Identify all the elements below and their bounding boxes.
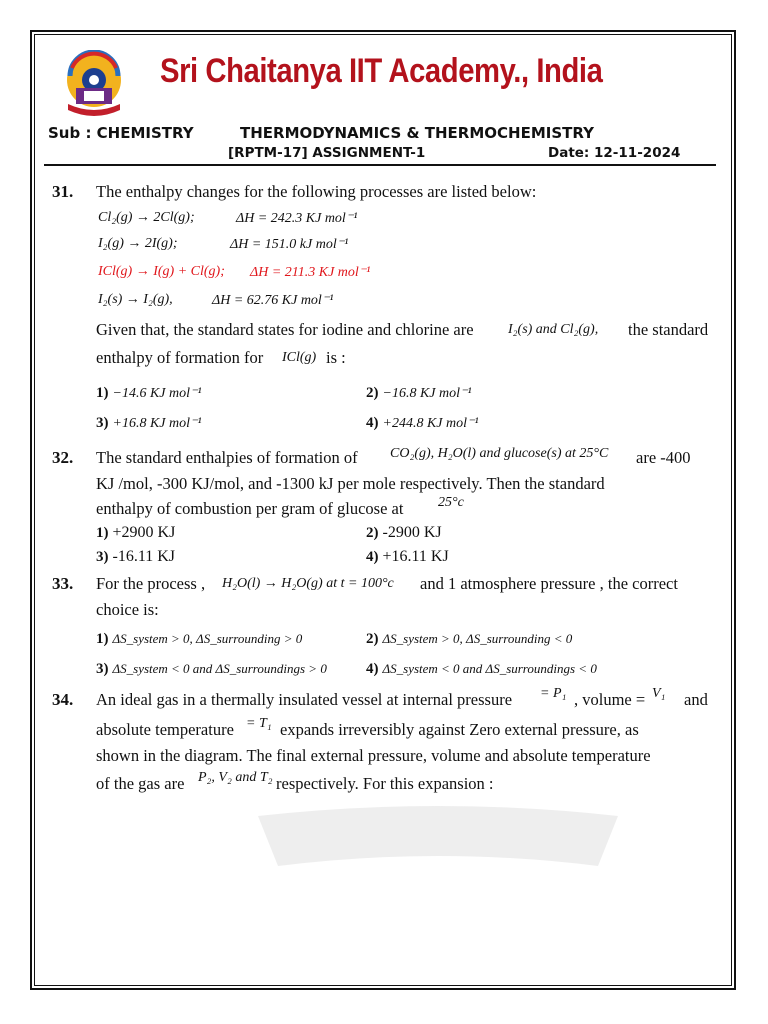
option-text: +16.8 KJ mol⁻¹ — [112, 416, 202, 431]
institute-title: Sri Chaitanya IIT Academy., India — [160, 52, 603, 90]
question-text: shown in the diagram. The final external pressure, volume and absolute temperature — [96, 746, 651, 765]
math-inline: H₂O(l) → H₂O(g) at t = 100°c — [222, 576, 394, 591]
math-inline: P₂, V₂ and T₂ — [198, 770, 273, 785]
option-3[interactable] — [96, 414, 202, 432]
option-number: 1) — [96, 631, 109, 647]
question-text: The standard enthalpies of formation of — [96, 448, 358, 467]
question-text: respectively. For this expansion : — [276, 774, 494, 793]
option-text: −14.6 KJ mol⁻¹ — [112, 386, 202, 401]
option-4[interactable] — [366, 414, 479, 432]
math-inline: ICl(g) — [282, 350, 317, 365]
reaction-enthalpy: ΔH = 62.76 KJ mol⁻¹ — [212, 293, 334, 308]
math-inline: = T₁ — [246, 716, 272, 731]
option-4[interactable] — [366, 660, 597, 678]
date-label: Date: 12-11-2024 — [548, 145, 681, 161]
option-number: 4) — [366, 415, 379, 431]
question-text: the standard — [628, 320, 709, 339]
option-number: 2) — [366, 525, 379, 541]
option-number: 3) — [96, 661, 109, 677]
reaction-equation-highlight: ICl(g) → I(g) + Cl(g); — [98, 264, 225, 279]
reaction-equation: I₂(g) → 2I(g); — [98, 236, 178, 251]
option-3[interactable] — [96, 548, 175, 566]
question-text: expands irreversibly against Zero external pressure, as — [280, 720, 639, 739]
math-inline: 25°c — [438, 495, 464, 510]
option-2[interactable] — [366, 384, 472, 402]
option-1[interactable] — [96, 524, 175, 542]
option-2[interactable] — [366, 524, 442, 542]
option-text: −16.8 KJ mol⁻¹ — [382, 386, 472, 401]
math-inline: CO₂(g), H₂O(l) and glucose(s) at 25°C — [390, 446, 609, 461]
question-text: absolute temperature — [96, 720, 234, 739]
question-text: For the process , — [96, 574, 206, 593]
question-text: and 1 atmosphere pressure , the correct — [420, 574, 678, 593]
option-text: ΔS_system > 0, ΔS_surrounding < 0 — [382, 631, 573, 646]
option-4[interactable] — [366, 548, 449, 566]
option-text: ΔS_system < 0 and ΔS_surroundings < 0 — [382, 661, 597, 676]
option-1[interactable] — [96, 630, 302, 648]
option-number: 1) — [96, 525, 109, 541]
question-text: Given that, the standard states for iodine and chlorine are — [96, 320, 474, 339]
question-number: 31. — [52, 182, 74, 201]
question-text: , volume = — [574, 690, 646, 709]
option-number: 3) — [96, 415, 109, 431]
topic-title: THERMODYNAMICS & THERMOCHEMISTRY — [240, 124, 594, 142]
reaction-enthalpy: ΔH = 242.3 KJ mol⁻¹ — [236, 211, 358, 226]
option-number: 3) — [96, 549, 109, 565]
option-number: 4) — [366, 549, 379, 565]
question-text: and — [684, 690, 708, 709]
question-number: 33. — [52, 574, 74, 593]
question-number: 32. — [52, 448, 74, 467]
subject-label: Sub : CHEMISTRY — [48, 124, 194, 142]
reaction-enthalpy: ΔH = 151.0 kJ mol⁻¹ — [230, 237, 349, 252]
math-inline: V₁ — [652, 686, 666, 701]
option-2[interactable] — [366, 630, 572, 648]
option-number: 1) — [96, 385, 109, 401]
reaction-equation: I₂(s) → I₂(g), — [98, 292, 173, 307]
academy-logo-icon — [62, 50, 126, 122]
question-text: An ideal gas in a thermally insulated vessel at internal pressure — [96, 690, 513, 709]
question-text: of the gas are — [96, 774, 185, 793]
reaction-enthalpy-highlight: ΔH = 211.3 KJ mol⁻¹ — [250, 265, 371, 280]
reaction-equation: Cl₂(g) → 2Cl(g); — [98, 210, 195, 225]
question-text: are -400 — [636, 448, 691, 467]
question-text: enthalpy of formation for — [96, 348, 264, 367]
option-text: +16.11 KJ — [382, 548, 449, 565]
assignment-label: [RPTM-17] ASSIGNMENT-1 — [228, 145, 426, 161]
option-text: ΔS_system < 0 and ΔS_surroundings > 0 — [112, 661, 327, 676]
option-text: -16.11 KJ — [112, 548, 176, 565]
option-text: +2900 KJ — [112, 524, 176, 541]
question-text: choice is: — [96, 600, 159, 619]
option-number: 2) — [366, 631, 379, 647]
header-divider — [44, 164, 716, 166]
option-text: -2900 KJ — [382, 524, 442, 541]
option-1[interactable] — [96, 384, 202, 402]
question-text: is : — [326, 348, 346, 367]
option-text: +244.8 KJ mol⁻¹ — [382, 416, 479, 431]
math-inline: I₂(s) and Cl₂(g), — [508, 322, 599, 337]
question-text: enthalpy of combustion per gram of glucose at — [96, 499, 404, 518]
question-text: KJ /mol, -300 KJ/mol, and -1300 kJ per mole respectively. Then the standard — [96, 474, 605, 493]
question-number: 34. — [52, 690, 74, 709]
option-3[interactable] — [96, 660, 327, 678]
option-text: ΔS_system > 0, ΔS_surrounding > 0 — [112, 631, 303, 646]
math-inline: = P₁ — [540, 686, 567, 701]
option-number: 2) — [366, 385, 379, 401]
question-text: The enthalpy changes for the following processes are listed below: — [96, 182, 537, 201]
option-number: 4) — [366, 661, 379, 677]
watermark-logo-icon — [248, 806, 628, 876]
